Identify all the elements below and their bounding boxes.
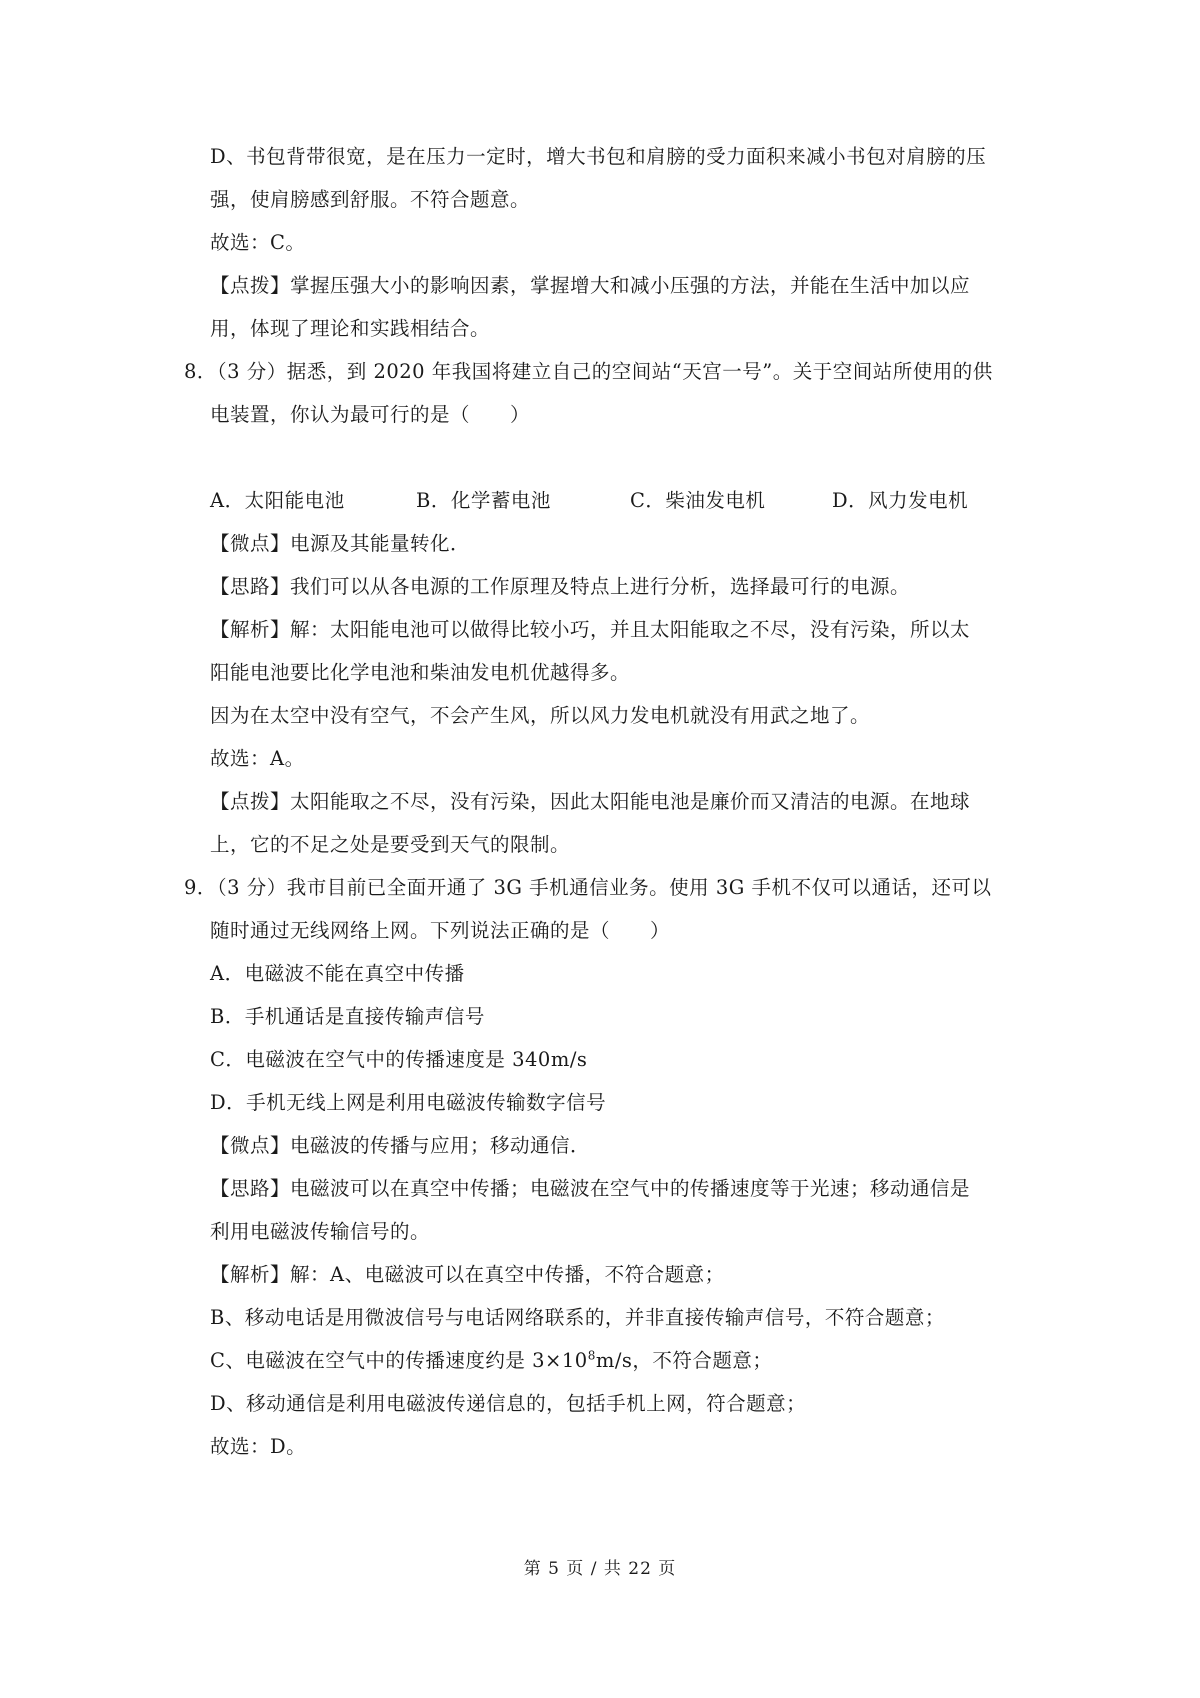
text-line: 阳能电池要比化学电池和柴油发电机优越得多。 bbox=[210, 661, 631, 684]
question-8-stem: 电装置，你认为最可行的是（ ） bbox=[210, 403, 531, 426]
option-b: B．手机通话是直接传输声信号 bbox=[210, 1005, 485, 1028]
text-line: 【微点】电源及其能量转化． bbox=[210, 532, 471, 555]
text-segment: C、电磁波在空气中的传播速度约是 3×10 bbox=[210, 1349, 588, 1372]
text-line: 用，体现了理论和实践相结合。 bbox=[210, 317, 491, 340]
text-line: 强，使肩膀感到舒服。不符合题意。 bbox=[210, 188, 531, 211]
superscript-exponent: 8 bbox=[587, 1348, 596, 1363]
text-line: 【思路】我们可以从各电源的工作原理及特点上进行分析，选择最可行的电源。 bbox=[210, 575, 911, 598]
text-line: D、移动通信是利用电磁波传递信息的，包括手机上网，符合题意； bbox=[210, 1392, 807, 1415]
text-line: B、移动电话是用微波信号与电话网络联系的，并非直接传输声信号，不符合题意； bbox=[210, 1306, 945, 1329]
text-line: 故选：D。 bbox=[210, 1435, 307, 1458]
page-footer: 第 5 页 / 共 22 页 bbox=[523, 1559, 677, 1579]
text-line: 【点拨】太阳能取之不尽，没有污染，因此太阳能电池是廉价而又清洁的电源。在地球 bbox=[210, 790, 971, 813]
option-a: A．电磁波不能在真空中传播 bbox=[210, 962, 465, 985]
text-line: D、书包背带很宽，是在压力一定时，增大书包和肩膀的受力面积来减小书包对肩膀的压 bbox=[210, 145, 987, 168]
text-line bbox=[210, 1347, 772, 1375]
question-9-stem: 随时通过无线网络上网。下列说法正确的是（ ） bbox=[210, 919, 671, 942]
text-line: 利用电磁波传输信号的。 bbox=[210, 1220, 431, 1243]
option-a: A．太阳能电池 bbox=[210, 489, 345, 512]
text-line: 上，它的不足之处是要受到天气的限制。 bbox=[210, 833, 571, 856]
text-line: 故选：C。 bbox=[210, 231, 306, 254]
question-8-stem: 8．（3 分）据悉，到 2020 年我国将建立自己的空间站“天宫一号”。关于空间站所使用的供 bbox=[184, 360, 993, 383]
text-line: 因为在太空中没有空气，不会产生风，所以风力发电机就没有用武之地了。 bbox=[210, 704, 871, 727]
option-d: D．手机无线上网是利用电磁波传输数字信号 bbox=[210, 1091, 607, 1114]
text-line: 【解析】解：太阳能电池可以做得比较小巧，并且太阳能取之不尽，没有污染，所以太 bbox=[210, 618, 971, 641]
option-c: C．柴油发电机 bbox=[630, 489, 766, 512]
text-line: 【微点】电磁波的传播与应用；移动通信． bbox=[210, 1134, 591, 1157]
question-9-stem: 9．（3 分）我市目前已全面开通了 3G 手机通信业务。使用 3G 手机不仅可以通话，还可以 bbox=[184, 876, 992, 899]
text-line: 【思路】电磁波可以在真空中传播；电磁波在空气中的传播速度等于光速；移动通信是 bbox=[210, 1177, 971, 1200]
text-line: 【解析】解：A、电磁波可以在真空中传播，不符合题意； bbox=[210, 1263, 725, 1286]
option-d: D．风力发电机 bbox=[832, 489, 969, 512]
question-8-options bbox=[210, 487, 1010, 515]
option-b: B．化学蓄电池 bbox=[416, 489, 551, 512]
text-line: 故选：A。 bbox=[210, 747, 305, 770]
text-segment: m/s，不符合题意； bbox=[595, 1349, 773, 1372]
option-c: C．电磁波在空气中的传播速度是 340m/s bbox=[210, 1048, 588, 1071]
text-line: 【点拨】掌握压强大小的影响因素，掌握增大和减小压强的方法，并能在生活中加以应 bbox=[210, 274, 971, 297]
